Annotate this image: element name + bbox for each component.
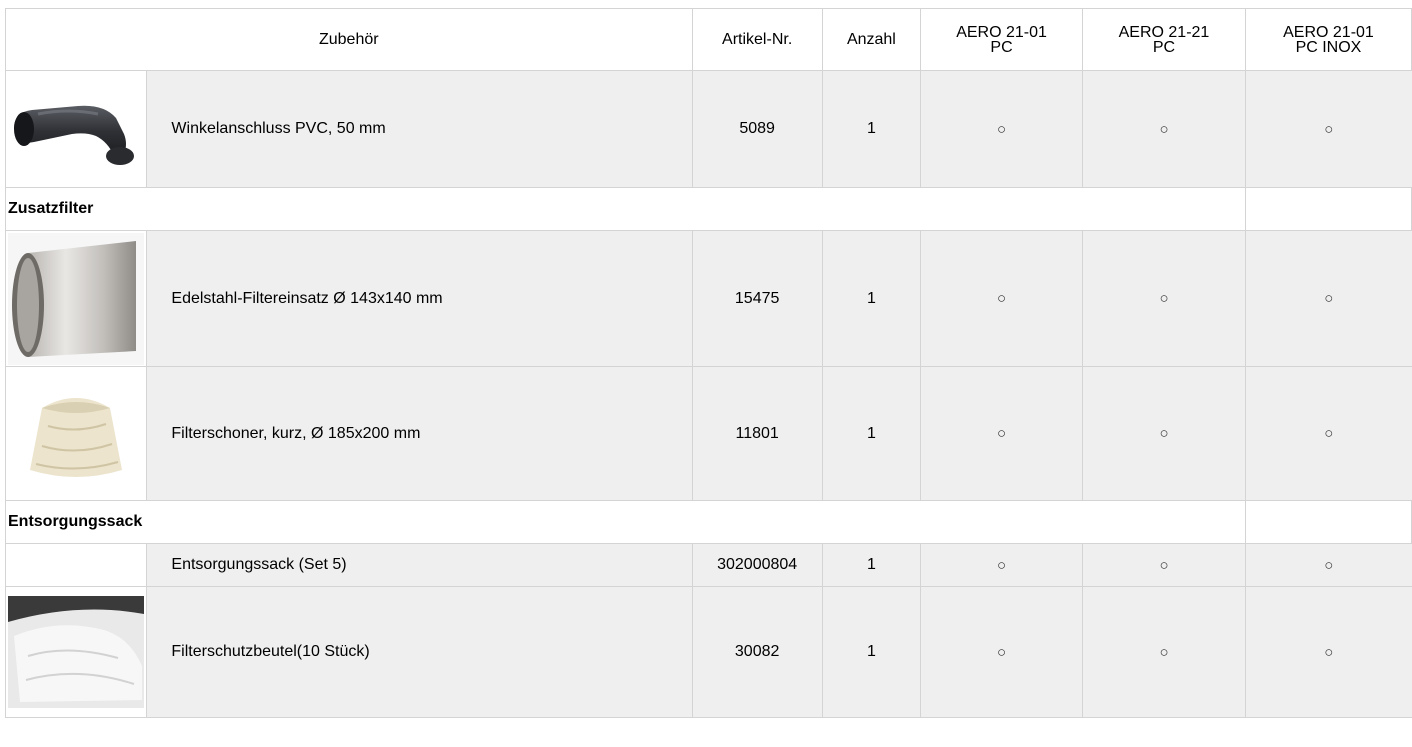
product-image	[6, 587, 147, 718]
availability-mark: ○	[1245, 367, 1411, 501]
filter-protector-icon	[8, 374, 144, 494]
section-row	[6, 501, 1412, 544]
section-row	[6, 188, 1412, 231]
availability-mark: ○	[921, 544, 1083, 587]
header-aero-21-21-pc: AERO 21-21 PC	[1083, 9, 1246, 71]
item-quantity: 1	[822, 71, 920, 188]
accessories-table	[5, 8, 1412, 718]
table-row	[6, 71, 1412, 188]
item-description: Edelstahl-Filtereinsatz Ø 143x140 mm	[147, 231, 692, 367]
item-quantity: 1	[822, 544, 920, 587]
filter-bag-icon	[8, 596, 144, 708]
item-article-number: 11801	[692, 367, 822, 501]
section-empty-cell	[1245, 188, 1411, 231]
header-row	[6, 9, 1412, 71]
table-row	[6, 544, 1412, 587]
table-row	[6, 231, 1412, 367]
availability-mark: ○	[1083, 544, 1246, 587]
header-artikel: Artikel-Nr.	[692, 9, 822, 71]
availability-mark: ○	[921, 587, 1083, 718]
item-article-number: 302000804	[692, 544, 822, 587]
product-image	[6, 231, 147, 367]
availability-mark: ○	[1083, 71, 1246, 188]
section-title-entsorgungssack: Entsorgungssack	[6, 501, 1246, 544]
availability-mark: ○	[921, 367, 1083, 501]
item-article-number: 15475	[692, 231, 822, 367]
product-image-empty	[6, 544, 147, 587]
item-article-number: 5089	[692, 71, 822, 188]
product-image	[6, 367, 147, 501]
header-aero-21-01-pc: AERO 21-01 PC	[921, 9, 1083, 71]
item-quantity: 1	[822, 587, 920, 718]
availability-mark: ○	[921, 71, 1083, 188]
table-row	[6, 367, 1412, 501]
angled-pipe-elbow-icon	[8, 84, 144, 174]
availability-mark: ○	[1083, 367, 1246, 501]
availability-mark: ○	[1083, 231, 1246, 367]
item-description: Filterschutzbeutel(10 Stück)	[147, 587, 692, 718]
section-empty-cell	[1245, 501, 1411, 544]
header-aero-21-01-pc-inox: AERO 21-01 PC INOX	[1245, 9, 1411, 71]
item-article-number: 30082	[692, 587, 822, 718]
item-quantity: 1	[822, 231, 920, 367]
item-description: Entsorgungssack (Set 5)	[147, 544, 692, 587]
availability-mark: ○	[1083, 587, 1246, 718]
item-description: Filterschoner, kurz, Ø 185x200 mm	[147, 367, 692, 501]
product-image	[6, 71, 147, 188]
availability-mark: ○	[1245, 587, 1411, 718]
availability-mark: ○	[921, 231, 1083, 367]
item-quantity: 1	[822, 367, 920, 501]
stainless-filter-insert-icon	[8, 233, 144, 365]
header-zubehoer: Zubehör	[6, 9, 693, 71]
availability-mark: ○	[1245, 71, 1411, 188]
header-anzahl: Anzahl	[822, 9, 920, 71]
item-description: Winkelanschluss PVC, 50 mm	[147, 71, 692, 188]
section-title-zusatzfilter: Zusatzfilter	[6, 188, 1246, 231]
availability-mark: ○	[1245, 231, 1411, 367]
availability-mark: ○	[1245, 544, 1411, 587]
table-row	[6, 587, 1412, 718]
